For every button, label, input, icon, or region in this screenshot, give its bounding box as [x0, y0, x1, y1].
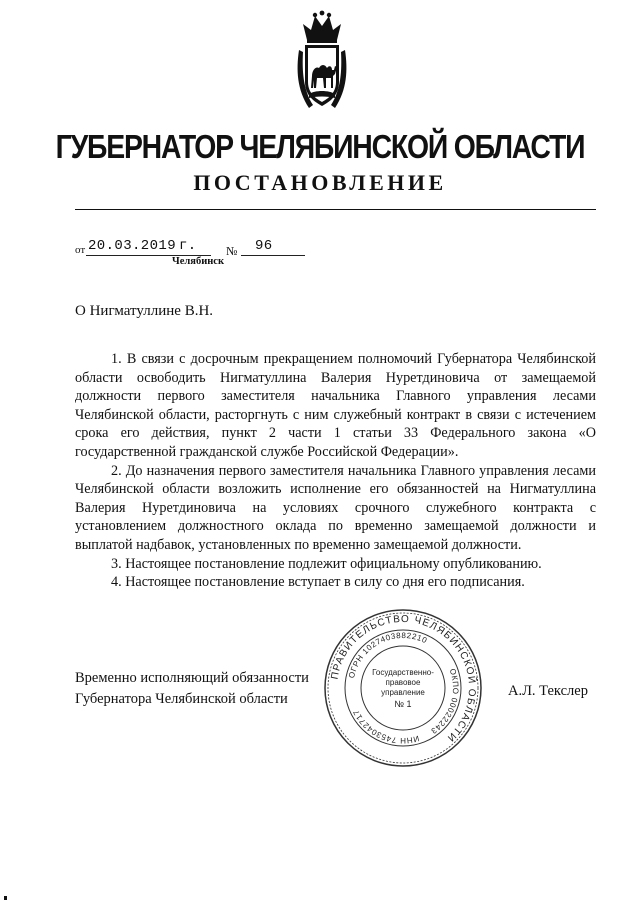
issuer-title: ГУБЕРНАТОР ЧЕЛЯБИНСКОЙ ОБЛАСТИ [55, 128, 585, 165]
scan-mark [4, 896, 7, 900]
signatory-position [75, 668, 309, 710]
number-value: 96 [255, 238, 273, 254]
position-line-1: Временно исполняющий обязанности [75, 670, 309, 686]
seal-center-line-2: правовое [385, 678, 421, 687]
number-underline [241, 255, 305, 256]
city: Челябинск [172, 256, 224, 267]
number-sign: № [226, 244, 238, 258]
document-subject: О Нигматуллине В.Н. [75, 303, 214, 319]
signatory-name: А.Л. Текслер [508, 683, 588, 699]
seal-code-1: ОГРН 1027403882210 [346, 630, 429, 680]
seal-center-line-3: управление [381, 688, 425, 697]
paragraph-2: 2. До назначения первого заместителя начальника Главного управления лесами Челябинской области возложить исполнение его обязанностей на Нигматуллина Валерия Нуретдиновича на условиях срочного служебного контракта с установлением должностного оклада по временно замещаемой должности и выплатой надбавок, установленных по временно замещаемой должности. [75, 462, 596, 553]
chelyabinsk-coat-of-arms-icon [295, 10, 349, 114]
paragraph-3: 3. Настоящее постановление подлежит официальному опубликованию. [111, 555, 542, 572]
official-seal-icon [322, 607, 484, 769]
seal-center-line-1: Государственно- [372, 668, 434, 677]
paragraph-1: 1. В связи с досрочным прекращением полномочий Губернатора Челябинской области освободить Нигматуллина Валерия Нуретдиновича от замещаемой должности первого заместителя начальника Главного управления лесами Челябинской области, расторгнуть с ним служебный контракт в связи с истечением срока его действия, пункт 2 части 1 статьи 33 Федерального закона «О государственной гражданской службе Российской Федерации». [75, 351, 596, 460]
date-value: 20.03.2019 [88, 238, 177, 254]
seal-ring-text: ПРАВИТЕЛЬСТВО ЧЕЛЯБИНСКОЙ ОБЛАСТИ [329, 613, 478, 744]
seal-code-2: ОКПО 00022243 [429, 667, 461, 736]
seal-code-3: ИНН 7453042717 [351, 707, 421, 746]
document-body [75, 350, 596, 592]
header-divider [75, 209, 596, 210]
date-number-line [75, 238, 335, 258]
year-suffix: г. [179, 238, 197, 254]
document-type: ПОСТАНОВЛЕНИЕ [193, 170, 447, 195]
date-prefix: от [75, 244, 86, 256]
seal-center-line-4: № 1 [394, 699, 412, 709]
paragraph-4: 4. Настоящее постановление вступает в силу со дня его подписания. [111, 574, 525, 591]
position-line-2: Губернатора Челябинской области [75, 691, 288, 707]
